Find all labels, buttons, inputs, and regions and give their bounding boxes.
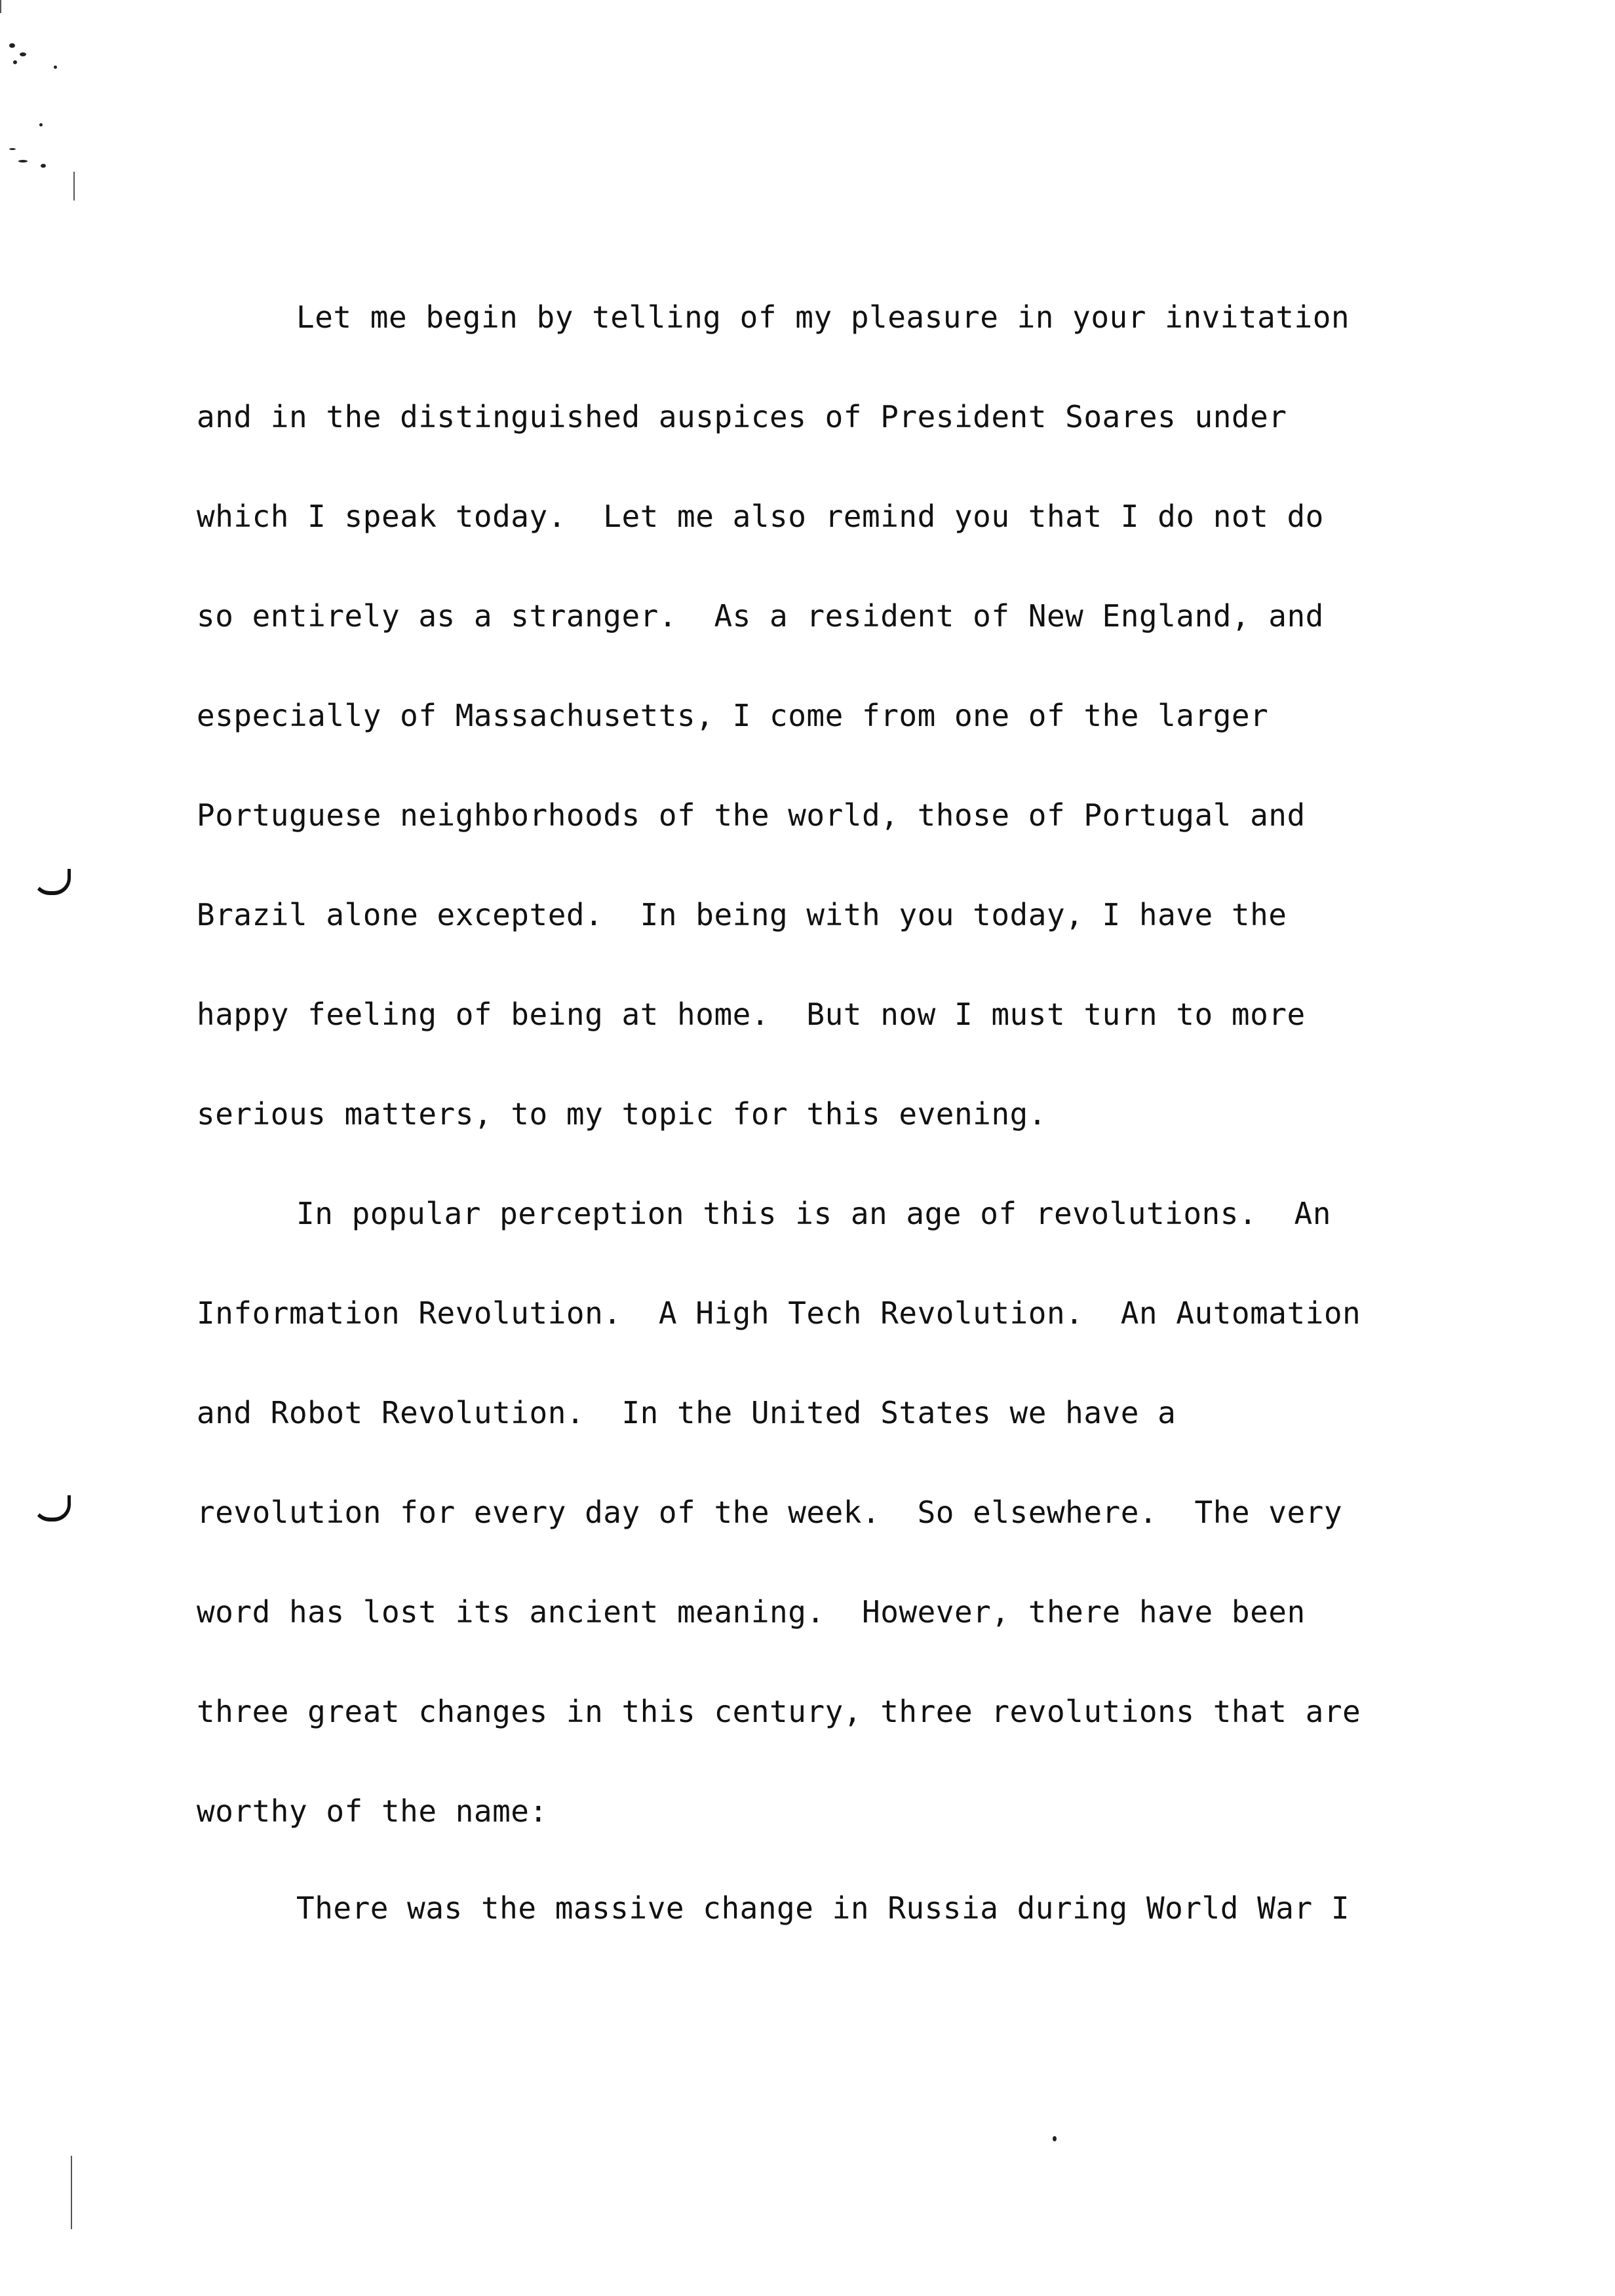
binder-hole-mark [33,1495,71,1521]
text-line: Information Revolution. A High Tech Revolution. An Automation [197,1295,1361,1331]
scan-speck [20,52,26,56]
text-line: and Robot Revolution. In the United States we have a [197,1395,1177,1430]
text-line: three great changes in this century, three revolutions that are [197,1694,1361,1729]
scan-edge-mark [73,172,75,201]
text-line: which I speak today. Let me also remind you that I do not do [197,499,1324,534]
text-line: and in the distinguished auspices of President Soares under [197,399,1287,434]
text-line: Let me begin by telling of my pleasure in your invitation [296,299,1350,335]
scan-speck [41,164,46,168]
text-line: especially of Massachusetts, I come from one of the larger [197,698,1269,733]
scan-edge-mark [0,0,1,13]
scan-edge-mark [71,2156,72,2229]
scan-speck [54,66,57,69]
text-line: happy feeling of being at home. But now I must turn to more [197,997,1306,1032]
text-line: Portuguese neighborhoods of the world, those of Portugal and [197,797,1306,833]
binder-hole-mark [33,869,71,895]
text-line: Brazil alone excepted. In being with you today, I have the [197,897,1287,932]
text-line: revolution for every day of the week. So elsewhere. The very [197,1495,1343,1530]
scan-speck [18,160,28,163]
text-line: In popular perception this is an age of revolutions. An [296,1196,1331,1231]
scan-speck [9,148,16,150]
scan-speck [1053,2136,1057,2141]
text-line: There was the massive change in Russia during World War I [296,1890,1350,1926]
text-line: worthy of the name: [197,1793,548,1829]
scan-speck [13,60,17,64]
scan-speck [9,43,15,48]
scan-speck [39,123,43,126]
text-line: word has lost its ancient meaning. However, there have been [197,1594,1306,1630]
text-line: serious matters, to my topic for this evening. [197,1096,1047,1132]
text-line: so entirely as a stranger. As a resident of New England, and [197,598,1324,634]
